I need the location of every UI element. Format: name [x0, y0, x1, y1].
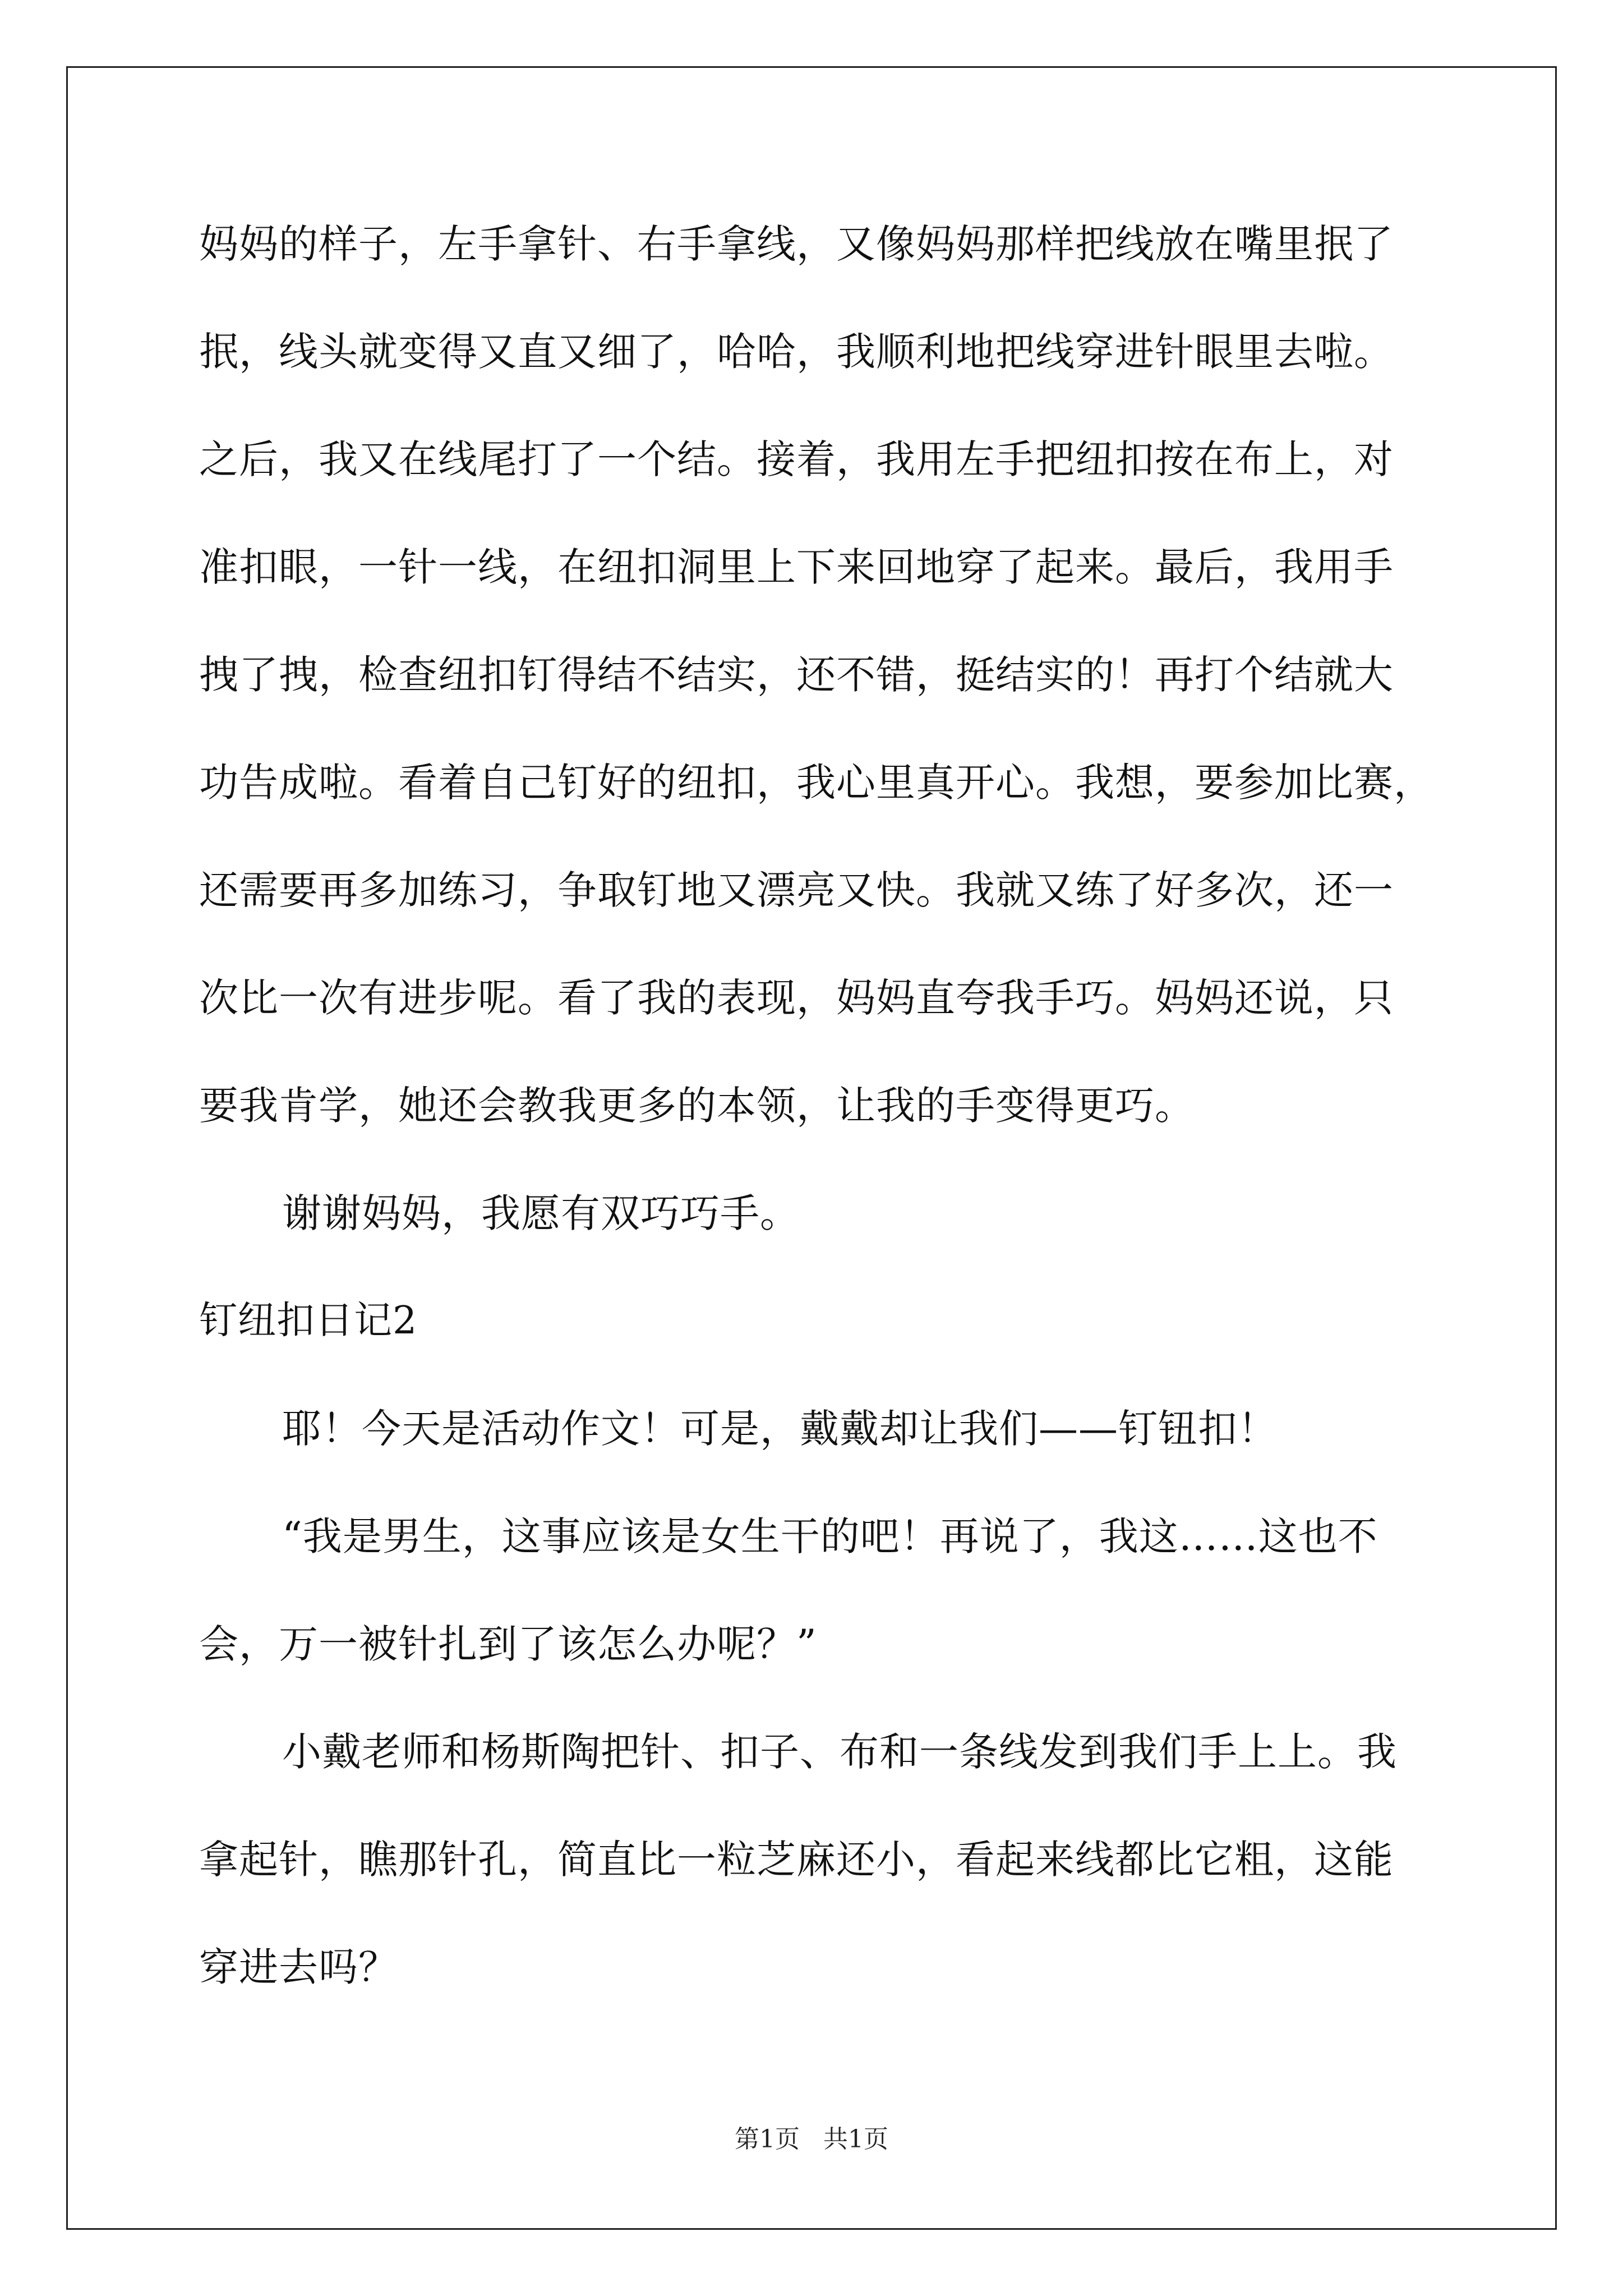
text-line: 准扣眼，一针一线，在纽扣洞里上下来回地穿了起来。最后，我用手 — [199, 544, 1394, 590]
text-line: 之后，我又在线尾打了一个结。接着，我用左手把纽扣按在布上，对 — [199, 436, 1394, 482]
text-line: 功告成啦。看着自己钉好的纽扣，我心里真开心。我想，要参加比赛， — [199, 760, 1433, 806]
text-line: 耶！今天是活动作文！可是，戴戴却让我们——钉钮扣！ — [282, 1406, 1278, 1452]
text-line: 拿起针，瞧那针孔，简直比一粒芝麻还小，看起来线都比它粗，这能 — [199, 1837, 1394, 1883]
text-line: 次比一次有进步呢。看了我的表现，妈妈直夸我手巧。妈妈还说，只 — [199, 975, 1394, 1021]
page-border — [66, 66, 1557, 2230]
text-line: 穿进去吗？ — [199, 1944, 398, 1990]
text-line: 谢谢妈妈，我愿有双巧巧手。 — [282, 1190, 800, 1236]
page-number: 第1页 — [735, 2125, 800, 2154]
text-line: 拽了拽，检查纽扣钉得结不结实，还不错，挺结实的！再打个结就大 — [199, 652, 1394, 698]
section-heading: 钉纽扣日记2 — [199, 1299, 418, 1343]
text-line: 小戴老师和杨斯陶把针、扣子、布和一条线发到我们手上上。我 — [282, 1729, 1397, 1775]
text-line: “我是男生，这事应该是女生干的吧！再说了，我这……这也不 — [282, 1513, 1378, 1559]
page-footer — [0, 2123, 1623, 2156]
text-line: 抿，线头就变得又直又细了，哈哈，我顺利地把线穿进针眼里去啦。 — [199, 329, 1394, 375]
page-total: 共1页 — [823, 2125, 888, 2154]
text-line: 会，万一被针扎到了该怎么办呢？” — [199, 1621, 817, 1667]
text-line: 妈妈的样子，左手拿针、右手拿线，又像妈妈那样把线放在嘴里抿了 — [199, 221, 1394, 267]
text-line: 还需要再多加练习，争取钉地又漂亮又快。我就又练了好多次，还一 — [199, 867, 1394, 913]
text-line: 要我肯学，她还会教我更多的本领，让我的手变得更巧。 — [199, 1083, 1195, 1129]
